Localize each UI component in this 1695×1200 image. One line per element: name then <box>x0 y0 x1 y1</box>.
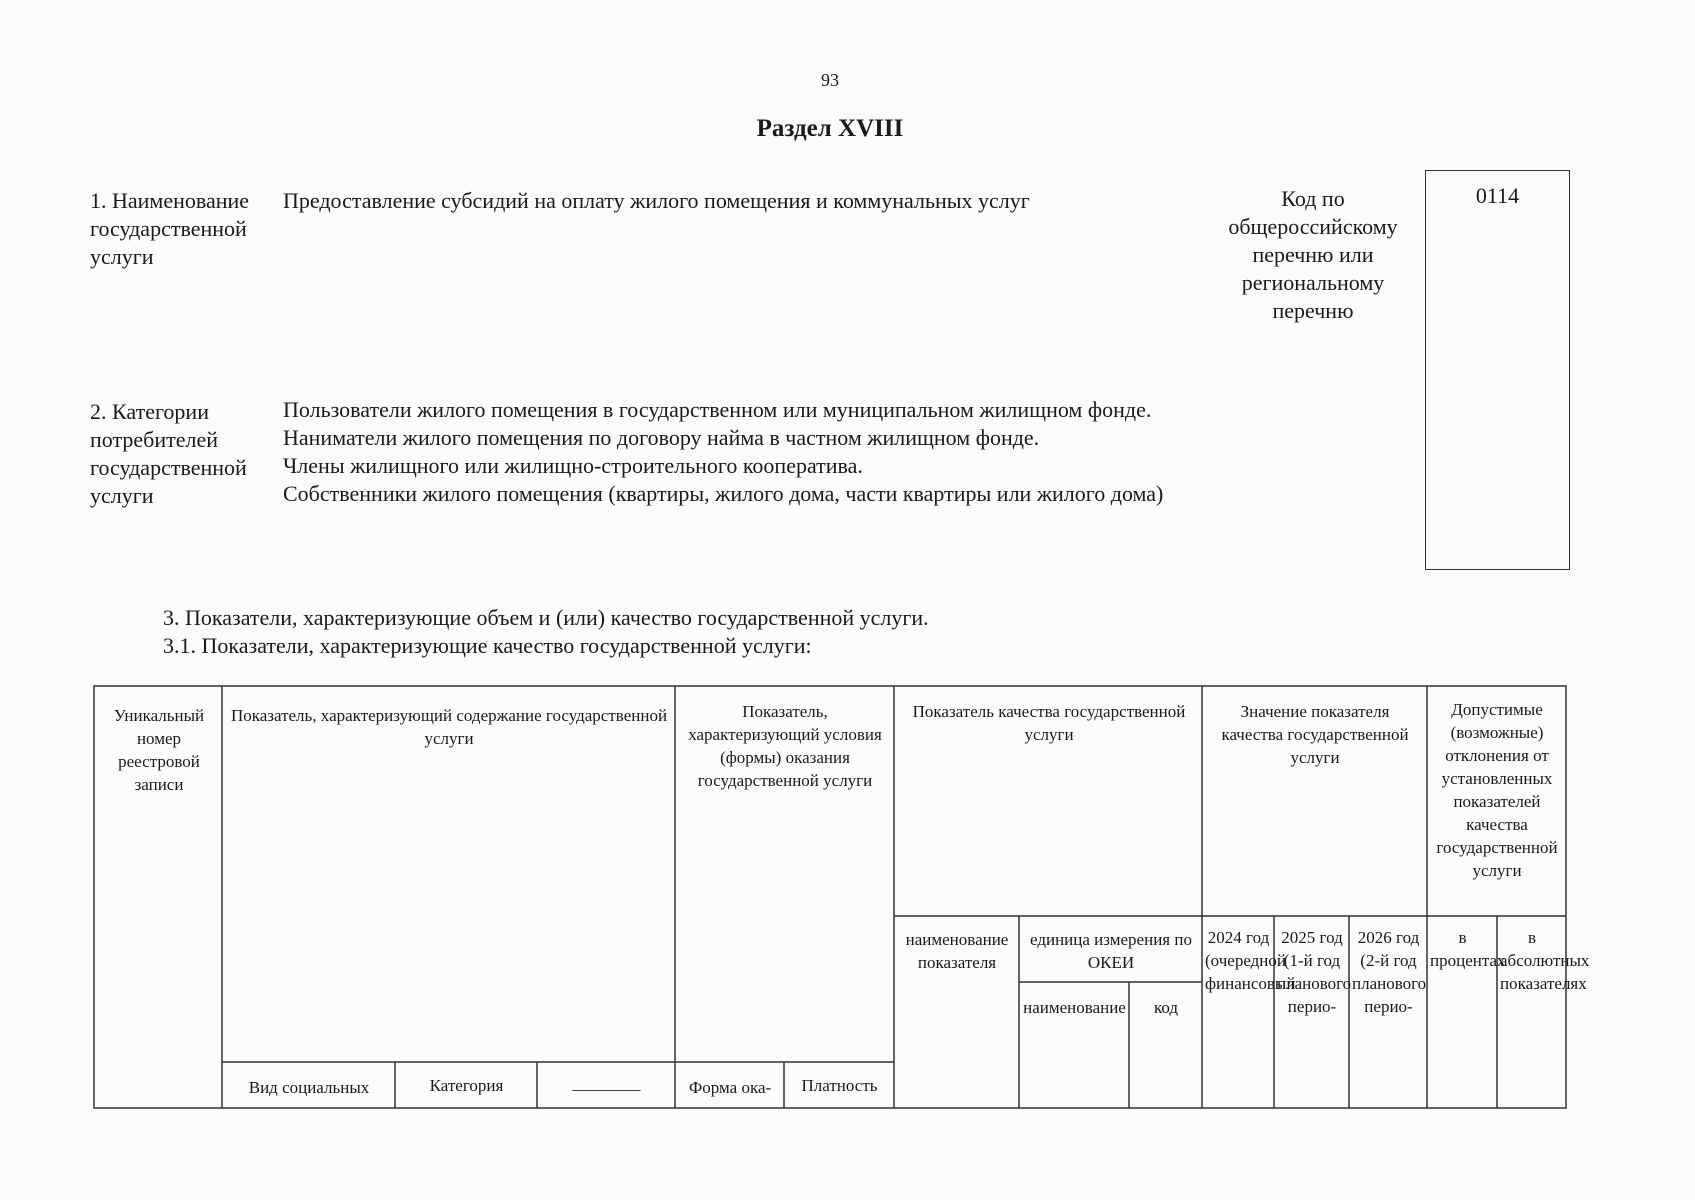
okei-code-header: код <box>1153 998 1179 1017</box>
form-header: Форма ока- <box>688 1078 772 1097</box>
year-2024-header: 2024 год (очередной финансовый <box>1205 928 1296 993</box>
blank-header: ________ <box>572 1074 641 1093</box>
in-percent-header: в процентах <box>1430 928 1506 970</box>
service-name-label: 1. Наименование государственной услуги <box>90 188 250 269</box>
year-2026-header: 2026 год (2-й год планового перио- <box>1352 928 1427 1016</box>
content-indicator-header: Показатель, характеризующий содержание государственной услуги <box>230 706 668 748</box>
category-item: Наниматели жилого помещения по договору найма в частном жилищном фонде. <box>283 425 1040 450</box>
unique-number-header: Уникальный номер реестровой записи <box>113 706 205 794</box>
indicator-name-header: наименование показателя <box>905 930 1009 972</box>
code-value: 0114 <box>1475 183 1520 208</box>
service-name-value: Предоставление субсидий на оплату жилого помещения и коммунальных услуг <box>283 188 1030 213</box>
allowed-deviation-header: Допустимые (возможные) отклонения от установленных показателей качества государственной услуги <box>1436 700 1558 880</box>
consumer-categories-list <box>283 396 1203 508</box>
quality-indicators-table <box>94 686 1590 1110</box>
code-label: Код по общероссийскому перечню или региональному перечню <box>1228 186 1398 323</box>
indicators-heading: 3. Показатели, характеризующие объем и (или) качество государственной услуги. <box>163 605 929 630</box>
in-absolute-header: в абсолютных показателях <box>1500 928 1590 993</box>
quality-indicator-header: Показатель качества государственной услуги <box>912 702 1186 744</box>
okei-unit-header: единица измерения по ОКЕИ <box>1030 930 1192 972</box>
code-box <box>1425 170 1570 570</box>
payment-header: Платность <box>801 1076 878 1095</box>
conditions-indicator-header: Показатель, характеризующий условия (формы) оказания государственной услуги <box>688 702 882 790</box>
okei-name-header: наименование <box>1023 998 1126 1017</box>
category-item: Пользователи жилого помещения в государственном или муниципальном жилищном фонде. <box>283 397 1152 422</box>
social-type-header: Вид социальных <box>248 1078 370 1097</box>
page-number: 93 <box>821 70 839 90</box>
consumer-categories-label: 2. Категории потребителей государственной услуги <box>90 399 247 508</box>
category-item: Собственники жилого помещения (квартиры, жилого дома, части квартиры или жилого дома) <box>283 481 1164 506</box>
section-title: Раздел XVIII <box>756 115 904 142</box>
indicator-value-header: Значение показателя качества государственной услуги <box>1221 702 1409 767</box>
category-header: Категория <box>429 1076 504 1095</box>
year-2025-header: 2025 год (1-й год планового перио- <box>1277 928 1352 1016</box>
quality-heading: 3.1. Показатели, характеризующие качество государственной услуги: <box>163 633 812 658</box>
category-item: Члены жилищного или жилищно-строительного кооператива. <box>283 453 863 478</box>
